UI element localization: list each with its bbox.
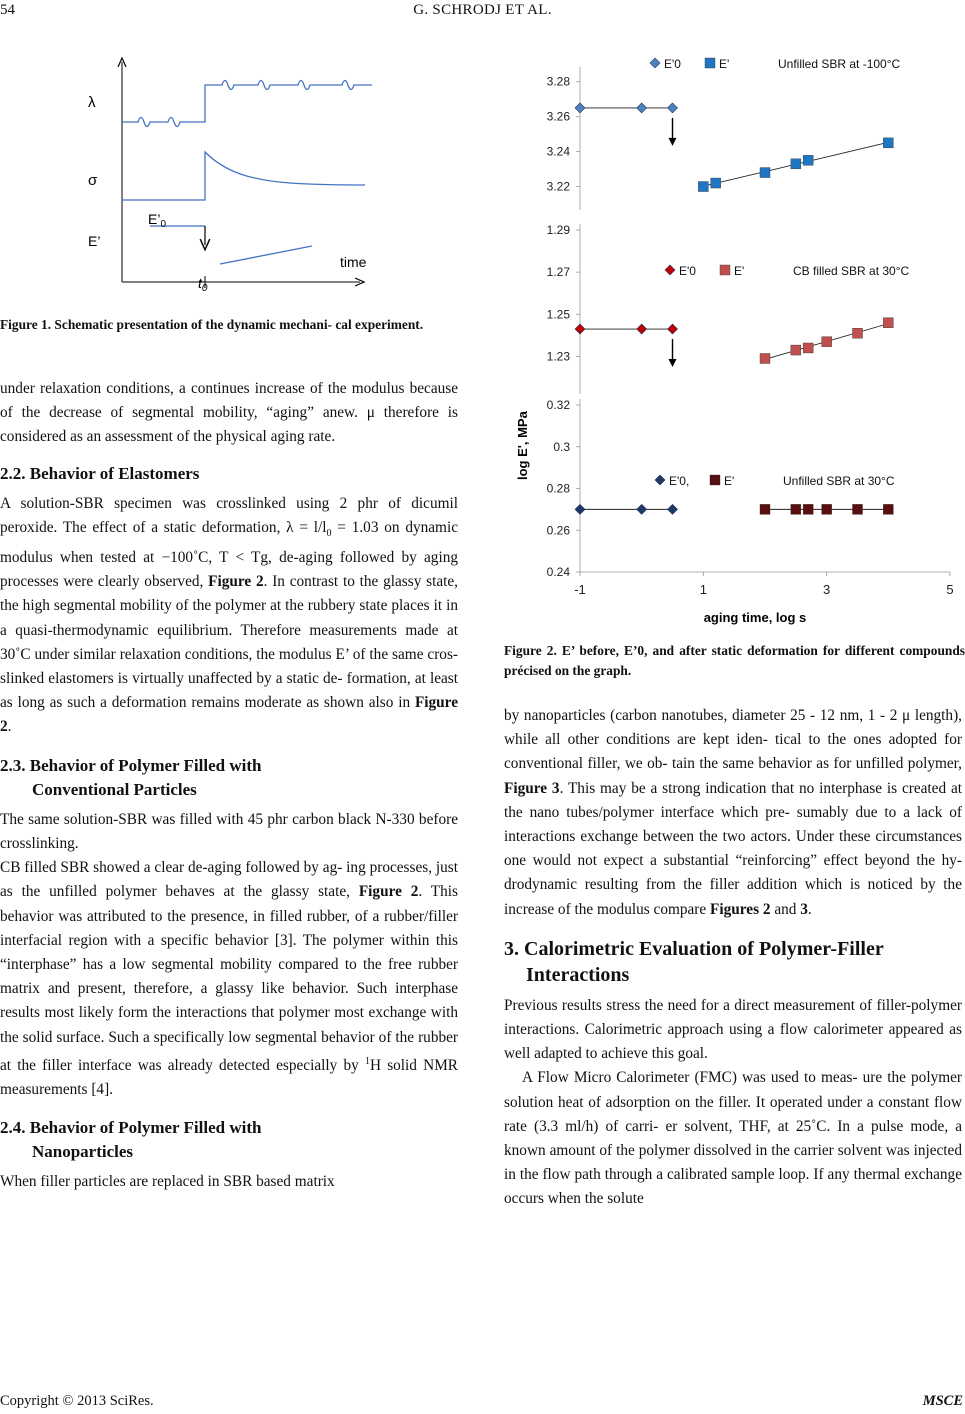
legend-label: E': [719, 57, 730, 71]
section-heading-2-3: 2.3. Behavior of Polymer Filled with Conventional Particles: [0, 755, 262, 799]
figure-1-schematic: [60, 52, 380, 302]
data-point: [791, 345, 801, 355]
data-point: [803, 155, 813, 165]
paragraph: A solution-SBR specimen was crosslinked using 2 phr of dicumil peroxide. The effect of a static deformation, $\lambda = l/l_0 = 1.03$ on dynamic modulus when tested at −100˚C, T < Tg, de-aging followed by aging processes were clearly observed, Figure 2. In contrast to the glassy state, the high segmental mobility of the polymer at the rubbery state places it in a quasi-thermodynamic equilibrium. Therefore measurements made at 30˚C under similar relaxation conditions, the modulus E’ of the same cros- slinked elastomers is virtually unaffected by a static de- formation, at least as long as such a deformation remains moderate as shown also in Figure 2.: [0, 494, 458, 736]
data-point: [883, 504, 893, 514]
data-point: [575, 504, 585, 514]
data-point: [883, 138, 893, 148]
data-point: [760, 168, 770, 178]
section-heading-3: 3. Calorimetric Evaluation of Polymer-Filler Interactions: [504, 937, 884, 986]
paragraph: by nanoparticles (carbon nanotubes, diameter 25 - 12 nm, 1 - 2 μ length), while all other conditions are kept iden- tical to the ones adopted for conventional filler, we ob- tain the same behavior as for unfilled polymer, Figure 3. This may be a strong indication that no interphase is created at the nano tubes/polymer interface which pre- sumably due to a lack of interactions exchange between the two actors. Under these circumstances one would not expect a substantial “reinforcing” effect beyond the hy- drodynamic resulting from the filler addition which is noticed by the increase of the modulus compare Figures 2 and 3.: [504, 707, 962, 918]
y-tick-label: 0.24: [546, 565, 570, 579]
page-number: 54: [0, 2, 15, 18]
legend-marker: [705, 58, 715, 68]
y-axis-label: log E', MPa: [515, 411, 530, 480]
paragraph: Previous results stress the need for a direct measurement of filler-polymer interactions. Calorimetric approach using a flow calorimeter appeared as well adapted to achieve this goal.: [504, 996, 962, 1063]
y-tick-label: 0.26: [546, 523, 570, 538]
y-tick-label: 0.32: [546, 398, 570, 412]
lambda-curve: [122, 81, 372, 127]
copyright: Copyright © 2013 SciRes.: [0, 1393, 154, 1409]
sigma-label: σ: [88, 172, 98, 189]
lambda-label: λ: [88, 94, 96, 111]
data-point: [668, 103, 678, 113]
x-tick-label: -1: [574, 582, 586, 597]
data-point: [711, 178, 721, 188]
y-tick-label: 1.27: [546, 265, 570, 280]
paragraph: under relaxation conditions, a continues increase of the modulus because of the decrease of segmental mobility, “aging” anew. μ therefore is considered as an assessment of the physical aging rate.: [0, 380, 458, 446]
y-tick-label: 3.28: [546, 74, 570, 89]
legend-label: E': [724, 474, 735, 488]
legend-marker: [655, 475, 665, 485]
paragraph: The same solution-SBR was filled with 45 phr carbon black N-330 before crosslinking.: [0, 810, 458, 852]
paragraph: CB filled SBR showed a clear de-aging followed by ag- ing processes, just as the unfilled polymer behaves at the glassy state, Figure 2. This behavior was attributed to the presence, in filled rubber, of a rubber/filler interfacial region with a specific behavior [3]. The polymer within this “interphase” has a low segmental mobility compared to the free rubber matrix and present, therefore, a glassy like behavior. Such interphase results most likely form the interactions that polymer most exchange with the solid surface. Such a specifically low segmental behavior of the rubber at the filler interface was already detected especially by $^1$H solid NMR measurements [4].: [0, 859, 458, 1099]
legend-label: E'0,: [669, 474, 690, 488]
x-tick-label: 1: [699, 582, 707, 597]
legend-marker: [710, 475, 720, 485]
y-tick-label: 3.24: [546, 144, 570, 159]
data-point: [575, 324, 585, 334]
legend-label: E': [734, 264, 745, 278]
running-title: G. SCHRODJ ET AL.: [413, 2, 552, 18]
data-point: [822, 337, 832, 347]
data-point: [883, 318, 893, 328]
data-point: [637, 103, 647, 113]
arrow-head: [669, 138, 677, 146]
paragraph: When filler particles are replaced in SBR based matrix: [0, 1173, 335, 1191]
y-tick-label: 0.3: [553, 439, 570, 454]
data-point: [760, 354, 770, 364]
y-tick-label: 1.29: [546, 223, 570, 237]
data-point: [822, 504, 832, 514]
panel-annotation: Unfilled SBR at -100°C: [778, 57, 901, 71]
left-column: [0, 377, 458, 1194]
data-point: [853, 328, 863, 338]
x-tick-label: 5: [946, 582, 954, 597]
data-point: [575, 103, 585, 113]
data-point: [791, 504, 801, 514]
section-heading-2-2: 2.2. Behavior of Elastomers: [0, 463, 200, 483]
x-axis-label: aging time, log s: [703, 610, 807, 625]
data-point: [668, 324, 678, 334]
data-point: [791, 159, 801, 169]
data-point: [760, 504, 770, 514]
paragraph: A Flow Micro Calorimeter (FMC) was used to meas- ure the polymer solution heat of adsorption on the filler. It operated under a constant flow rate (3.3 ml/h) of carri- er solvent, THF, at 25˚C. In a pulse mode, a known amount of the polymer dissolved in the carrier solvent was injected in the flow path through a calibrated sample loop. If any thermal exchange occurs when the solute: [504, 1069, 962, 1208]
data-point: [668, 504, 678, 514]
panel-annotation: Unfilled SBR at 30°C: [783, 474, 895, 488]
legend-label: E'0: [679, 264, 696, 278]
t0-label: $t_0$: [198, 275, 208, 294]
legend-label: E'0: [664, 57, 681, 71]
y-tick-label: 3.26: [546, 109, 570, 124]
y-tick-label: 3.22: [546, 179, 570, 194]
time-label: time: [340, 254, 367, 270]
legend-marker: [650, 58, 660, 68]
data-point: [853, 504, 863, 514]
arrow-head: [669, 359, 677, 367]
y-tick-label: 1.23: [546, 349, 570, 364]
legend-marker: [665, 265, 675, 275]
right-column: [504, 704, 962, 1212]
section-heading-2-4: 2.4. Behavior of Polymer Filled with Nanoparticles: [0, 1118, 262, 1162]
x-tick-label: 3: [823, 582, 831, 597]
legend-marker: [720, 265, 730, 275]
data-point: [803, 343, 813, 353]
data-point: [698, 182, 708, 192]
y-tick-label: 0.28: [546, 481, 570, 496]
e-prime-line: [220, 246, 312, 264]
e0-label: $E’_0$: [148, 211, 167, 230]
sigma-curve: [122, 152, 365, 200]
e-prime-label: E’: [88, 233, 101, 249]
y-tick-label: 1.25: [546, 307, 570, 322]
figure-2-chart: [505, 50, 965, 628]
data-point: [637, 324, 647, 334]
data-point: [803, 504, 813, 514]
journal-name: MSCE: [922, 1393, 963, 1409]
figure-1-caption: Figure 1. Schematic presentation of the dynamic mechani- cal experiment.: [0, 317, 424, 332]
figure-2-caption: Figure 2. E’ before, E’0, and after static deformation for different compounds précised on the graph.: [504, 643, 965, 678]
panel-annotation: CB filled SBR at 30°C: [793, 264, 910, 278]
data-point: [637, 504, 647, 514]
